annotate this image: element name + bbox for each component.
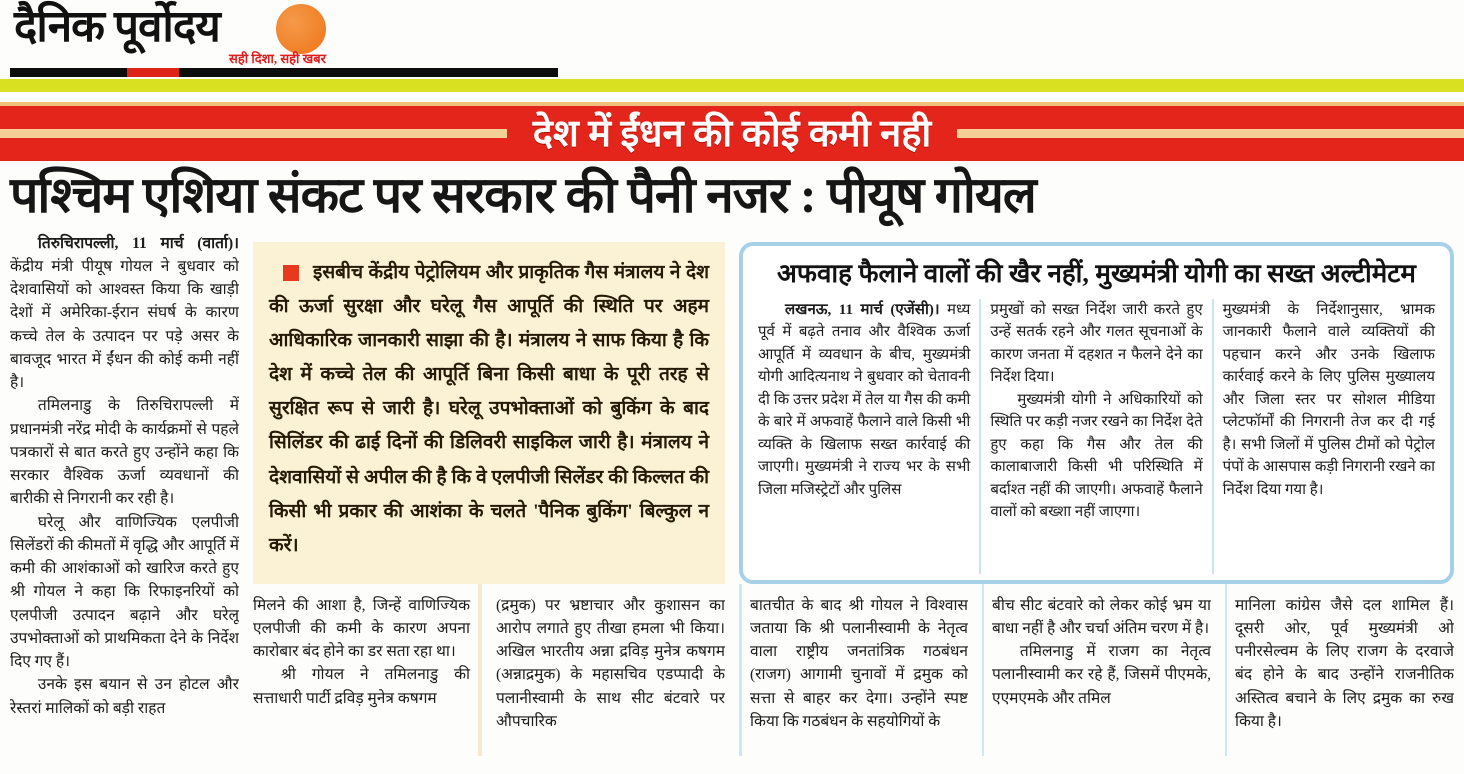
newspaper-title: दैनिक पूर्वोदय (14, 2, 220, 51)
kicker-banner (0, 102, 1464, 161)
kicker-text: देश में ईंधन की कोई कमी नही (532, 112, 932, 155)
kicker-stripe-left (0, 129, 507, 138)
lead-paragraph-text: केंद्रीय मंत्री पीयूष गोयल ने बुधवार को देशवासियों को आश्वस्त किया कि खाड़ी देशों में अमेरिका-ईरान संघर्ष के कारण कच्चे तेल के उत्पादन पर पड़े असर के बावजूद भारत में ईंधन की कोई कमी नहीं है। (10, 257, 239, 391)
continuation-paragraph: मिलने की आशा है, जिन्हें वाणिज्यिक एलपीजी की कमी के कारण अपना कारोबार बंद होने का डर सता रहा था। (253, 596, 470, 660)
continuation-paragraph: बातचीत के बाद श्री गोयल ने विश्वास जताया कि श्री पलानीस्वामी के नेतृत्व वाला राष्ट्रीय जनतांत्रिक गठबंधन (राजग) आगामी चुनावों में द्रमुक को सत्ता से बाहर कर देगा। उन्होंने स्पष्ट किया कि गठबंधन के सहयोगियों के (750, 596, 968, 730)
inset-paragraph: मुख्यमंत्री के निर्देशानुसार, भ्रामक जानकारी फैलाने वाले व्यक्तियों की पहचान करने और उनके खिलाफ कार्रवाई करने के लिए पुलिस मुख्यालय और जिला स्तर पर सोशल मीडिया प्लेटफॉर्मों की निगरानी तेज कर दी गई है। सभी जिलों में पुलिस टीमों को पेट्रोल पंपों के आसपास कड़ी निगरानी रखने का निर्देश दिया गया है। (1222, 301, 1435, 498)
inset-headline: अफवाह फैलाने वालों की खैर नहीं, मुख्यमंत्री योगी का सख्त अल्टीमेटम (777, 258, 1416, 288)
masthead-rule (10, 68, 558, 77)
lead-column (10, 232, 239, 756)
masthead (0, 0, 1464, 92)
dateline: लखनऊ, 11 मार्च (एजेंसी)। (785, 301, 940, 318)
continuation-paragraph: (द्रमुक) पर भ्रष्टाचार और कुशासन का आरोप लगाते हुए तीखा हमला भी किया। अखिल भारतीय अन्ना द्रविड़ मुनेत्र कषगम (अन्नाद्रमुक) के महासचिव एडप्पादी के पलानीस्वामी के साथ सीट बंटवारे पर औपचारिक (496, 596, 725, 730)
highlight-box (253, 242, 725, 584)
inset-paragraph: प्रमुखों को सख्त निर्देश जारी करते हुए उन्हें सतर्क रहने और गलत सूचनाओं के कारण जनता में दहशत न फैलने देने का निर्देश दिया। (990, 301, 1203, 386)
continuation-paragraph: तमिलनाडु में राजग का नेतृत्व पलानीस्वामी कर रहे हैं, जिसमें पीएमके, एएमएमके और तमिल (992, 643, 1211, 707)
lead-paragraph: उनके इस बयान से उन होटल और रेस्तरां मालिकों को बड़ी राहत (10, 676, 239, 717)
lead-paragraph: तमिलनाडु के तिरुचिरापल्ली में प्रधानमंत्री नरेंद्र मोदी के कार्यक्रमों से पहले पत्रकारों से बात करते हुए उन्होंने कहा कि सरकार वैश्विक ऊर्जा व्यवधानों की बारीकी से निगरानी कर रही है। (10, 397, 239, 508)
newspaper-logo (14, 2, 344, 67)
inset-columns (749, 299, 1444, 574)
inset-column-1 (749, 299, 979, 574)
inset-paragraph: मुख्यमंत्री योगी ने अधिकारियों को स्थिति पर कड़ी नजर रखने का निर्देश देते हुए कहा कि गैस और तेल की कालाबाजारी किसी भी परिस्थिति में बर्दाश्त नहीं की जाएगी। अफवाहें फैलाने वालों को बख्शा नहीं जाएगा। (990, 391, 1203, 521)
continuation-column-6 (1225, 584, 1454, 756)
kicker-stripe-right (957, 129, 1464, 138)
inset-paragraph (758, 299, 970, 502)
highlight-text: इसबीच केंद्रीय पेट्रोलियम और प्राकृतिक गैस मंत्रालय ने देश की ऊर्जा सुरक्षा और घरेलू गैस आपूर्ति की स्थिति पर अहम आधिकारिक जानकारी साझा की है। मंत्रालय ने साफ किया है कि देश में कच्चे तेल की आपूर्ति बिना किसी बाधा के पूरी तरह से सुरक्षित रूप से जारी है। घरेलू उपभोक्ताओं को बुकिंग के बाद सिलिंडर की ढाई दिनों की डिलिवरी साइकिल जारी है। मंत्रालय ने देशवासियों से अपील की है कि वे एलपीजी सिलेंडर की किल्लत की किसी भी प्रकार की आशंका के चलते 'पैनिक बुकिंग' बिल्कुल न करें। (269, 261, 709, 556)
lead-paragraph: घरेलू और वाणिज्यिक एलपीजी सिलेंडरों की कीमतों में वृद्धि और आपूर्ति में कमी की आशंकाओं को खारिज करते हुए श्री गोयल ने कहा कि रिफाइनरियों को एलपीजी उत्पादन बढ़ाने और घरेलू उपभोक्ताओं को प्राथमिकता देने के निर्देश दिए गए हैं। (10, 513, 239, 670)
highlight-box-text (269, 256, 709, 564)
article-body (0, 228, 1464, 756)
inset-story-box (739, 242, 1454, 584)
inset-column-2 (979, 299, 1211, 574)
lead-paragraph (10, 232, 239, 395)
newspaper-tagline: सही दिशा, सही खबर (229, 50, 326, 66)
main-headline: पश्चिम एशिया संकट पर सरकार की पैनी नजर : पीयूष गोयल (10, 167, 1036, 223)
continuation-column-4 (739, 584, 968, 756)
continuation-paragraph: श्री गोयल ने तमिलनाडु की सत्ताधारी पार्टी द्रविड़ मुनेत्र कषगम (253, 666, 470, 707)
continuation-paragraph: मानिला कांग्रेस जैसे दल शामिल हैं। दूसरी ओर, पूर्व मुख्यमंत्री ओ पनीरसेल्वम के लिए राजग के दरवाजे बंद होने के बाद उन्होंने राजनीतिक अस्तित्व बचाने के लिए द्रमुक का रुख किया है। (1235, 596, 1454, 730)
continuation-column-5 (982, 584, 1211, 756)
continuation-column-3 (496, 584, 725, 756)
inset-column-3 (1212, 299, 1444, 574)
red-square-bullet-icon (283, 265, 299, 281)
continuation-paragraph: बीच सीट बंटवारे को लेकर कोई भ्रम या बाधा नहीं है और चर्चा अंतिम चरण में है। (992, 596, 1211, 637)
dateline: तिरुचिरापल्ली, 11 मार्च (वार्ता)। (37, 234, 239, 252)
inset-paragraph-text: मध्य पूर्व में बढ़ते तनाव और वैश्विक ऊर्जा आपूर्ति में व्यवधान के बीच, मुख्यमंत्री योगी आदित्यनाथ ने बुधवार को चेतावनी दी कि उत्तर प्रदेश में तेल या गैस की कमी के बारे में अफवाहें फैलाने वाले किसी भी व्यक्ति के खिलाफ सख्त कार्रवाई की जाएगी। मुख्यमंत्री ने राज्य भर के सभी जिला मजिस्ट्रेटों और पुलिस (758, 301, 971, 498)
masthead-red-label (127, 68, 179, 77)
continuation-column-2 (253, 584, 482, 756)
masthead-lime-band (0, 79, 1464, 92)
